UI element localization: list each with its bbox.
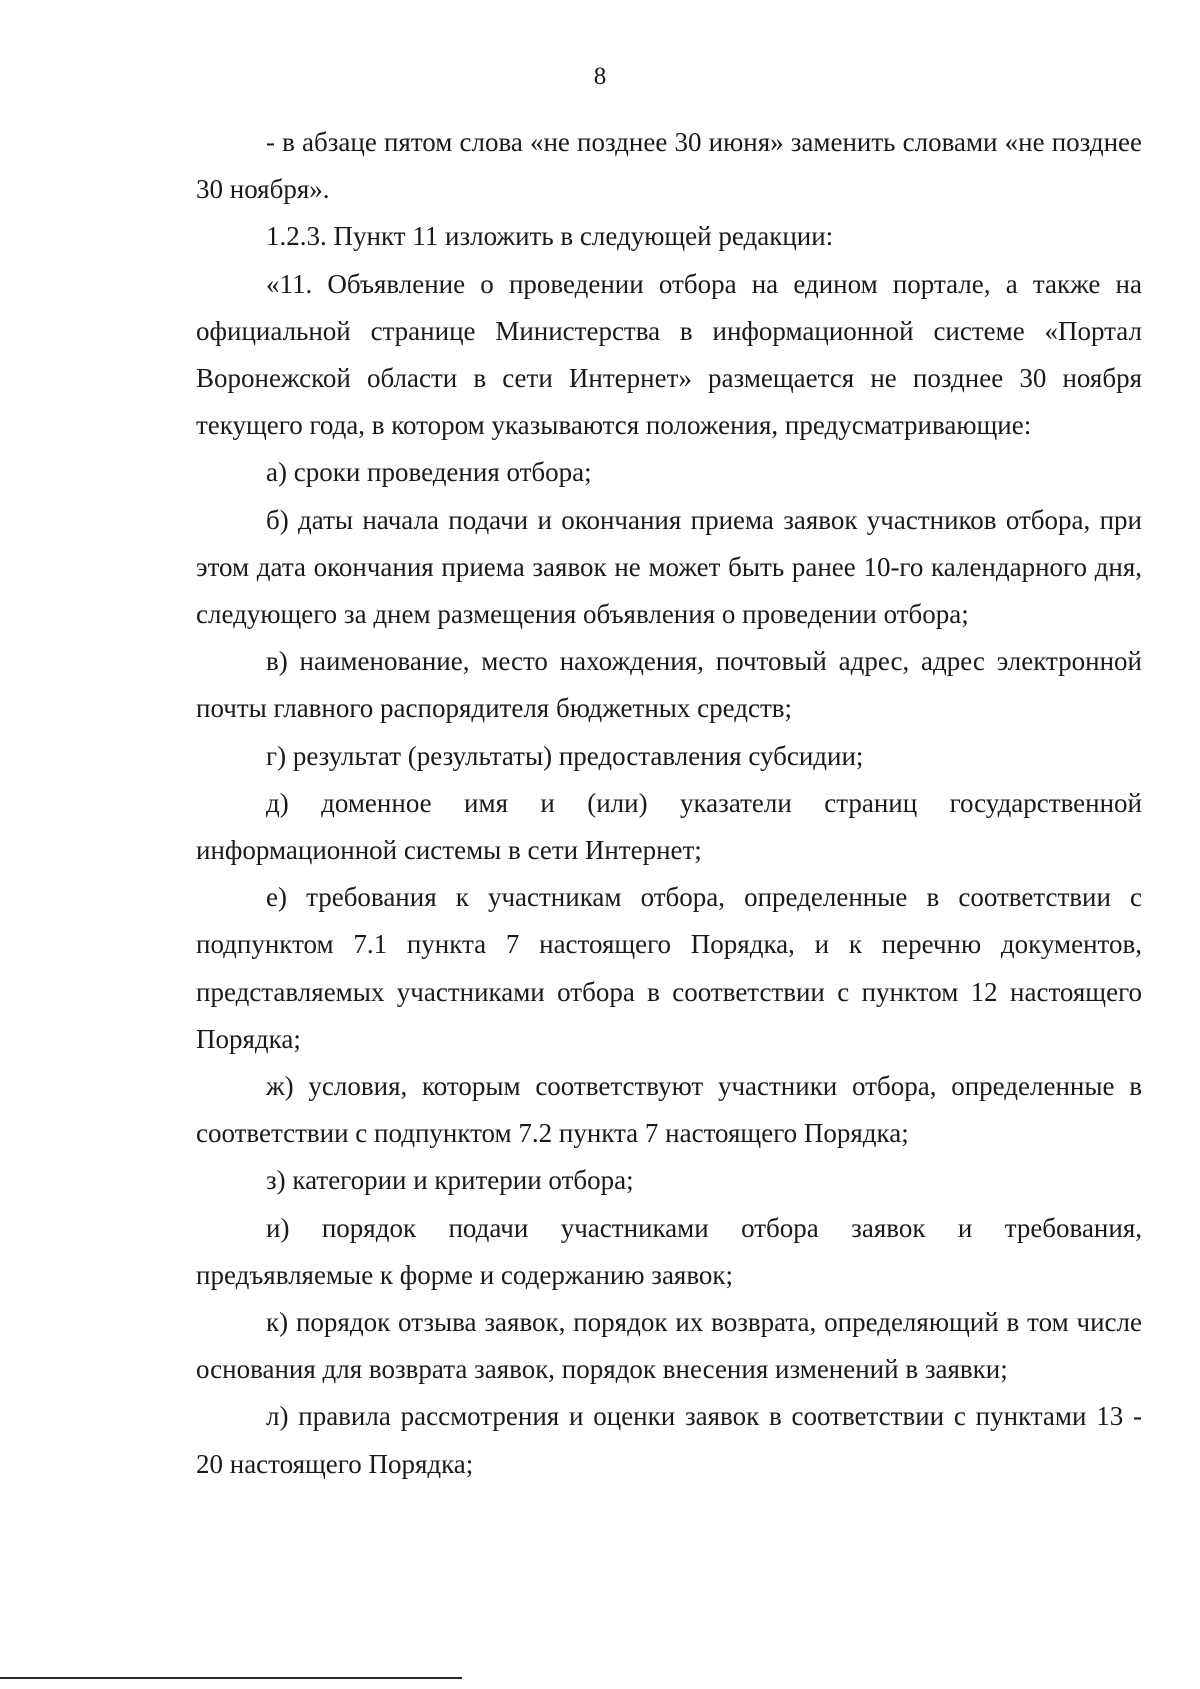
list-item-e: е) требования к участникам отбора, определенные в соответствии с подпунктом 7.1 пункта 7 настоящего Порядка, и к перечню документов, представляемых участниками отбора в соответствии с пунктом 12 настоящего Порядка;: [196, 882, 1142, 1054]
list-item-k: к) порядок отзыва заявок, порядок их возврата, определяющий в том числе основания для возврата заявок, порядок внесения изменений в заявки;: [196, 1307, 1142, 1385]
list-item-d: д) доменное имя и (или) указатели страниц государственной информационной системы в сети Интернет;: [196, 787, 1142, 866]
list-item-g: г) результат (результаты) предоставления субсидии;: [266, 740, 864, 771]
list-item-b: б) даты начала подачи и окончания приема заявок участников отбора, при этом дата окончания приема заявок не может быть ранее 10-го календарного дня, следующего за днем размещения объявления о проведении отбора;: [196, 504, 1142, 630]
list-item-v: в) наименование, место нахождения, почтовый адрес, адрес электронной почты главного распорядителя бюджетных средств;: [196, 646, 1142, 724]
page-number: 8: [593, 63, 607, 90]
paragraph-punkt-11: «11. Объявление о проведении отбора на едином портале, а также на официальной странице Министерства в информационной системе «Портал Воронежской области в сети Интернет» размещается не позднее 30 ноября текущего года, в котором указываются положения, предусматривающие:: [196, 268, 1142, 441]
list-item-z: з) категории и критерии отбора;: [266, 1165, 634, 1196]
list-item-l: л) правила рассмотрения и оценки заявок в соответствии с пунктами 13 - 20 настоящего Порядка;: [196, 1401, 1142, 1479]
list-item-a: а) сроки проведения отбора;: [266, 457, 592, 488]
list-item-i: и) порядок подачи участниками отбора заявок и требования, предъявляемые к форме и содержанию заявок;: [196, 1212, 1142, 1290]
list-item-zh: ж) условия, которым соответствуют участники отбора, определенные в соответствии с подпунктом 7.2 пункта 7 настоящего Порядка;: [196, 1071, 1142, 1149]
paragraph-punkt-1-2-3: 1.2.3. Пункт 11 изложить в следующей редакции:: [266, 221, 834, 252]
document-body: [196, 119, 1142, 1488]
footer-divider: [0, 1677, 462, 1679]
paragraph-abzac-pyatyi: - в абзаце пятом слова «не позднее 30 июня» заменить словами «не позднее 30 ноября».: [196, 127, 1142, 205]
